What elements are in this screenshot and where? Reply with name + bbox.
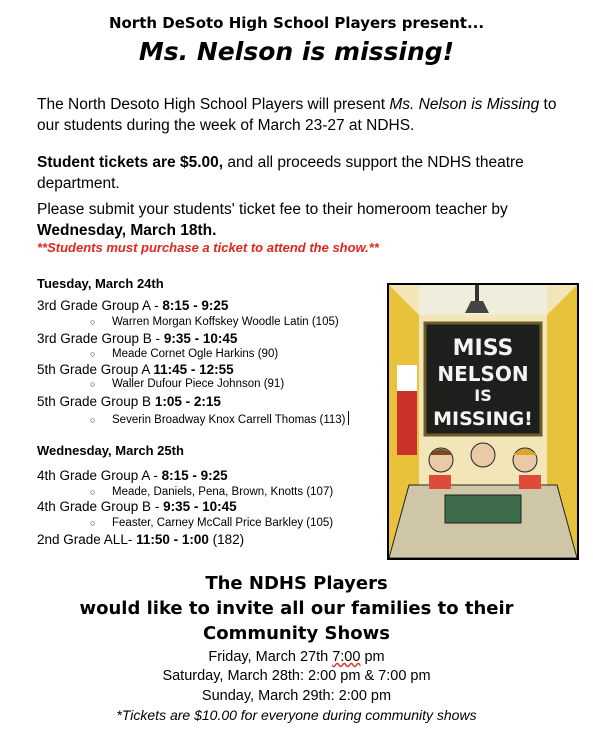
schedule-line: 5th Grade Group A 11:45 - 12:55 bbox=[37, 362, 234, 377]
intro-paragraph: The North Desoto High School Players will present Ms. Nelson is Missing to our students during the week of March 23-27 at NDHS. bbox=[37, 96, 557, 134]
schedule-line: 2nd Grade ALL- 11:50 - 1:00 (182) bbox=[37, 532, 245, 547]
show-saturday: Saturday, March 28th: 2:00 pm & 7:00 pm bbox=[162, 668, 431, 684]
day-heading-wednesday: Wednesday, March 25th bbox=[37, 443, 184, 458]
teacher-list: ○ Meade, Daniels, Pena, Brown, Knotts (107) bbox=[90, 486, 334, 498]
teacher-list: ○ Severin Broadway Knox Carrell Thomas (113) bbox=[90, 411, 349, 426]
poster-illustration bbox=[389, 285, 577, 558]
schedule-line: 4th Grade Group A - 8:15 - 9:25 bbox=[37, 468, 228, 483]
footer-invite: would like to invite all our families to their bbox=[79, 598, 514, 619]
poster-title-line: IS bbox=[474, 386, 492, 405]
footer-heading: The NDHS Players bbox=[205, 573, 388, 594]
teacher-list: ○ Warren Morgan Koffskey Woodle Latin (105) bbox=[90, 316, 339, 328]
show-friday: Friday, March 27th 7:00 pm bbox=[208, 649, 385, 665]
text-cursor bbox=[348, 411, 349, 425]
submit-paragraph: Please submit your students' ticket fee to their homeroom teacher by Wednesday, March 18th. bbox=[37, 201, 508, 239]
poster-title-line: MISSING! bbox=[433, 408, 533, 430]
poster-title-line: NELSON bbox=[437, 362, 529, 386]
schedule-line: 5th Grade Group B 1:05 - 2:15 bbox=[37, 394, 221, 409]
ticket-warning: **Students must purchase a ticket to attend the show.** bbox=[37, 240, 379, 255]
ticket-price-note: *Tickets are $10.00 for everyone during community shows bbox=[116, 707, 477, 723]
teacher-list: ○ Feaster, Carney McCall Price Barkley (105) bbox=[90, 517, 334, 529]
page-title: Ms. Nelson is missing! bbox=[138, 37, 455, 66]
poster-title-line: MISS bbox=[452, 336, 514, 361]
play-poster-image bbox=[387, 283, 579, 560]
footer-subheading: Community Shows bbox=[203, 623, 390, 644]
schedule-line: 3rd Grade Group A - 8:15 - 9:25 bbox=[37, 298, 229, 313]
presenter-line: North DeSoto High School Players present... bbox=[108, 14, 485, 32]
ticket-paragraph: Student tickets are $5.00, and all proceeds support the NDHS theatre department. bbox=[37, 154, 524, 192]
teacher-list: ○ Waller Dufour Piece Johnson (91) bbox=[90, 378, 285, 390]
day-heading-tuesday: Tuesday, March 24th bbox=[37, 276, 164, 291]
show-sunday: Sunday, March 29th: 2:00 pm bbox=[201, 688, 392, 704]
schedule-line: 4th Grade Group B - 9:35 - 10:45 bbox=[37, 499, 237, 514]
schedule-line: 3rd Grade Group B - 9:35 - 10:45 bbox=[37, 331, 238, 346]
teacher-list: ○ Meade Cornet Ogle Harkins (90) bbox=[90, 348, 279, 360]
